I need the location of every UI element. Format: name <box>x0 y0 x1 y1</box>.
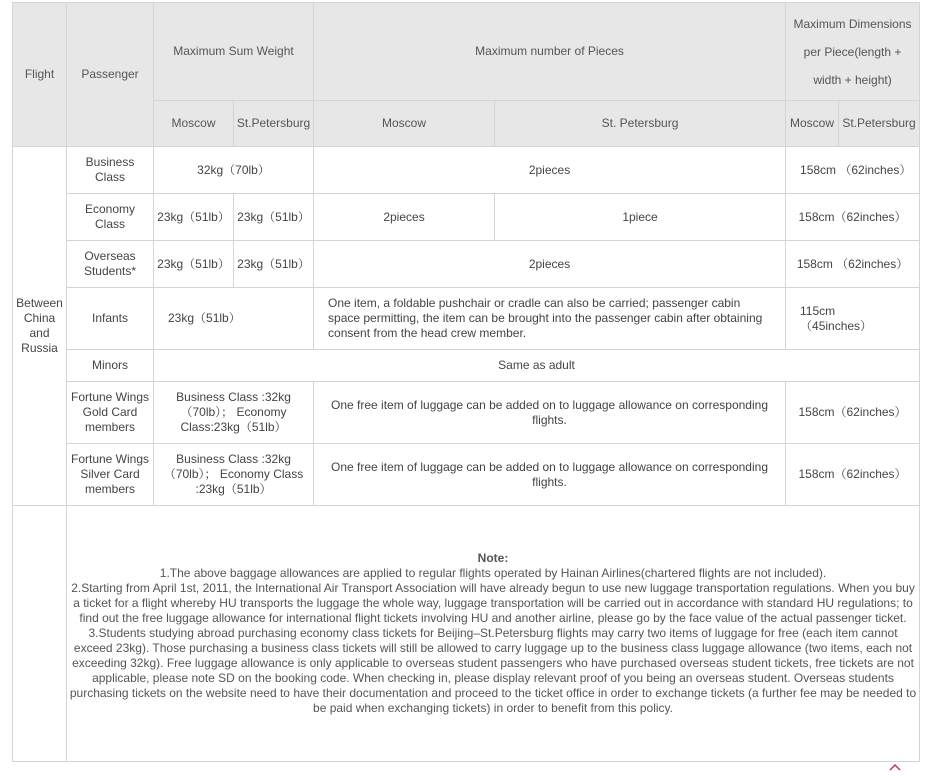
business-dims: 158cm （62inches） <box>786 147 920 194</box>
passenger-silver-card: Fortune Wings Silver Card members <box>67 444 154 506</box>
economy-pieces-stpetersburg: 1piece <box>495 194 786 241</box>
economy-dims: 158cm（62inches） <box>786 194 920 241</box>
economy-pieces-moscow: 2pieces <box>314 194 495 241</box>
route-cell: Between China and Russia <box>13 147 67 506</box>
header-max-pieces: Maximum number of Pieces <box>314 3 786 101</box>
note-spacer <box>13 506 67 762</box>
infants-pieces: One item, a foldable pushchair or cradle can also be carried; passenger cabin space permitting, the item can be brought into the passenger cabin after obtaining consent from the head crew member. <box>314 288 786 350</box>
passenger-economy: Economy Class <box>67 194 154 241</box>
note-paragraph-1: 1.The above baggage allowances are applied to regular flights operated by Hainan Airlines(chartered flights are not included). <box>159 566 827 580</box>
passenger-gold-card: Fortune Wings Gold Card members <box>67 382 154 444</box>
table-row <box>13 444 920 506</box>
silver-pieces: One free item of luggage can be added on to luggage allowance on corresponding flights. <box>314 444 786 506</box>
header-pieces-stpetersburg: St. Petersburg <box>495 101 786 147</box>
table-row <box>13 350 920 382</box>
students-dims: 158cm （62inches） <box>786 241 920 288</box>
table-row <box>13 288 920 350</box>
silver-dims: 158cm（62inches） <box>786 444 920 506</box>
economy-weight-moscow: 23kg（51lb） <box>154 194 234 241</box>
economy-weight-stpetersburg: 23kg（51lb） <box>234 194 314 241</box>
table-row <box>13 241 920 288</box>
table-row <box>13 147 920 194</box>
header-flight: Flight <box>13 3 67 147</box>
note-paragraph-2: 2.Starting from April 1st, 2011, the International Air Transport Association will have already begun to use new luggage transportation regulations. When you buy a ticket for a flight whereby HU transports the luggage the whole way, luggage transportation will be carried out in accordance with standard HU regulations; to find out the free luggage allowance for international flight tickets involving HU and another airline, please go by the face value of the actual passenger ticket. <box>71 581 915 625</box>
passenger-infants: Infants <box>67 288 154 350</box>
gold-weight: Business Class :32kg（70lb）； Economy Class:23kg（51lb） <box>154 382 314 444</box>
header-dims-moscow: Moscow <box>786 101 839 147</box>
students-weight-moscow: 23kg（51lb） <box>154 241 234 288</box>
note-title: Note: <box>477 551 509 565</box>
chevron-up-icon[interactable] <box>888 760 902 774</box>
minors-value: Same as adult <box>154 350 920 382</box>
note-cell <box>67 506 920 762</box>
students-weight-stpetersburg: 23kg（51lb） <box>234 241 314 288</box>
students-pieces: 2pieces <box>314 241 786 288</box>
passenger-minors: Minors <box>67 350 154 382</box>
header-weight-stpetersburg: St.Petersburg <box>234 101 314 147</box>
note-row <box>13 506 920 762</box>
note-paragraph-3: 3.Students studying abroad purchasing economy class tickets for Beijing–St.Petersburg flights may carry two items of luggage for free (each item cannot exceed 23kg). Those purchasing a business class tickets will still be allowed to carry luggage up to the business class luggage allowance (two items, each not exceeding 32kg). Free luggage allowance is only applicable to overseas student passengers who have purchased overseas student tickets, free tickets are not applicable, please note SD on the booking code. When checking in, please display relevant proof of you being an overseas student. Overseas students purchasing tickets on the website need to have their documentation and proceed to the ticket office in order to exchange tickets (a further fee may be needed to be paid when exchanging tickets) in order to benefit from this policy. <box>69 626 917 715</box>
gold-dims: 158cm（62inches） <box>786 382 920 444</box>
infants-weight: 23kg（51lb） <box>154 288 314 350</box>
passenger-business: Business Class <box>67 147 154 194</box>
baggage-allowance-table <box>12 2 920 762</box>
header-weight-moscow: Moscow <box>154 101 234 147</box>
table-row <box>13 194 920 241</box>
header-passenger: Passenger <box>67 3 154 147</box>
header-dims-stpetersburg: St.Petersburg <box>839 101 920 147</box>
business-weight: 32kg（70lb） <box>154 147 314 194</box>
table-row <box>13 382 920 444</box>
infants-dims: 115cm （45inches） <box>786 288 920 350</box>
header-pieces-moscow: Moscow <box>314 101 495 147</box>
header-max-weight: Maximum Sum Weight <box>154 3 314 101</box>
business-pieces: 2pieces <box>314 147 786 194</box>
silver-weight: Business Class :32kg（70lb）； Economy Class :23kg（51lb） <box>154 444 314 506</box>
gold-pieces: One free item of luggage can be added on to luggage allowance on corresponding flights. <box>314 382 786 444</box>
header-max-dimensions: Maximum Dimensions per Piece(length + width + height) <box>786 3 920 101</box>
passenger-overseas-students: Overseas Students* <box>67 241 154 288</box>
